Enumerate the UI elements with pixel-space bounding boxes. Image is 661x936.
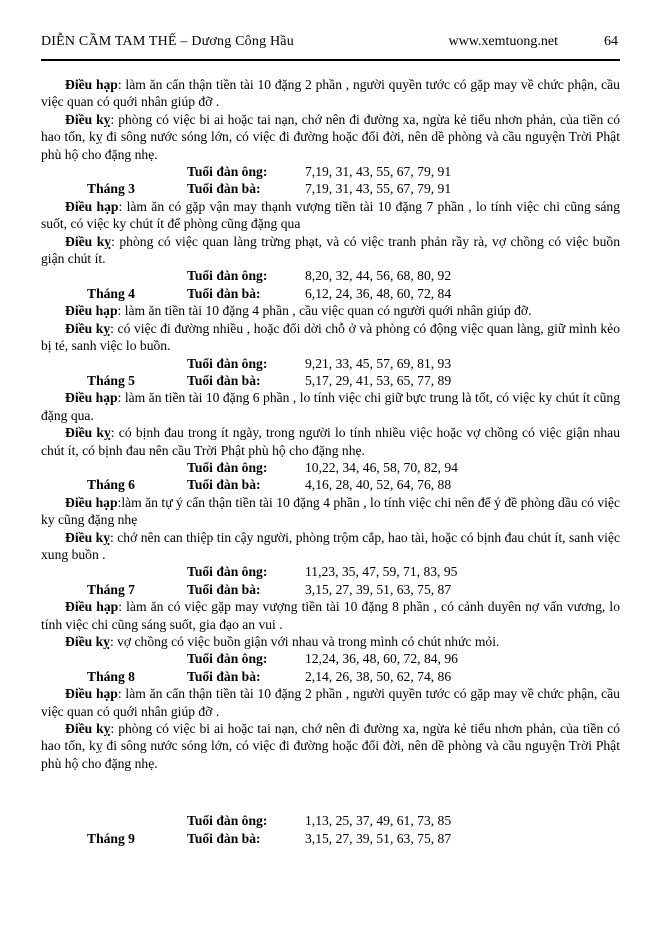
men-ages-label: Tuổi đàn ông: bbox=[187, 355, 268, 371]
ky-paragraph bbox=[41, 424, 620, 459]
men-ages-label: Tuổi đàn ông: bbox=[187, 564, 268, 580]
age-row-women bbox=[41, 830, 620, 847]
women-ages-values: 6,12, 24, 36, 48, 60, 72, 84 bbox=[305, 285, 452, 301]
men-ages-values: 11,23, 35, 47, 59, 71, 83, 95 bbox=[305, 564, 458, 580]
month-label bbox=[41, 459, 187, 476]
ky-label: Điều kỵ bbox=[65, 529, 111, 545]
women-ages-label: Tuổi đàn bà: bbox=[187, 477, 261, 493]
age-row-women bbox=[41, 476, 620, 493]
month-label bbox=[41, 812, 187, 829]
ky-paragraph bbox=[41, 233, 620, 268]
men-ages-values: 9,21, 33, 45, 57, 69, 81, 93 bbox=[305, 355, 452, 371]
hap-paragraph bbox=[41, 494, 620, 529]
page-header bbox=[41, 0, 620, 61]
ky-label: Điều kỵ bbox=[65, 721, 111, 737]
ky-text: : vợ chồng có việc buồn giận với nhau và trong mình có chút nhức mỏi. bbox=[109, 634, 500, 649]
hap-text: : làm ăn cẩn thận tiền tài 10 đặng 2 phần , người quyền tước có gặp may về chức phận, cầu việc quan có quới nhân giúp đỡ . bbox=[41, 686, 620, 719]
month-label: Tháng 9 bbox=[87, 830, 135, 846]
age-row-women bbox=[41, 668, 620, 685]
women-ages-values: 5,17, 29, 41, 53, 65, 77, 89 bbox=[305, 372, 452, 388]
ky-paragraph bbox=[41, 111, 620, 163]
website-url: www.xemtuong.net bbox=[448, 34, 558, 49]
men-ages-label: Tuổi đàn ông: bbox=[187, 164, 268, 180]
ky-label: Điều kỵ bbox=[65, 320, 111, 336]
women-ages-label: Tuổi đàn bà: bbox=[187, 830, 261, 846]
women-ages-label: Tuổi đàn bà: bbox=[187, 581, 261, 597]
page-content bbox=[41, 76, 620, 847]
age-row-women bbox=[41, 372, 620, 389]
men-ages-values: 12,24, 36, 48, 60, 72, 84, 96 bbox=[305, 651, 458, 667]
women-ages-label: Tuổi đàn bà: bbox=[187, 372, 261, 388]
women-ages-values: 7,19, 31, 43, 55, 67, 79, 91 bbox=[305, 181, 452, 197]
women-ages-label: Tuổi đàn bà: bbox=[187, 285, 261, 301]
hap-text: : làm ăn tiền tài 10 đặng 6 phần , lo tính việc chi giữ bực trung là tốt, có việc ky chút ít cũng đặng qua. bbox=[41, 390, 620, 423]
hap-label: Điều hạp bbox=[65, 390, 118, 406]
hap-paragraph bbox=[41, 389, 620, 424]
hap-label: Điều hạp bbox=[65, 599, 119, 615]
hap-label: Điều hạp bbox=[65, 303, 118, 319]
hap-text: : làm ăn có gặp vận may thạnh vượng tiền tài 10 đặng 7 phần , lo tính việc chi cũng sáng suốt, có việc ky chút ít để phòng cũng đặng qua bbox=[41, 198, 620, 232]
ky-label: Điều kỵ bbox=[65, 233, 112, 249]
hap-paragraph bbox=[41, 76, 620, 111]
ky-paragraph bbox=[41, 529, 620, 564]
women-ages-values: 3,15, 27, 39, 51, 63, 75, 87 bbox=[305, 830, 452, 846]
men-ages-label: Tuổi đàn ông: bbox=[187, 459, 268, 475]
ky-paragraph bbox=[41, 320, 620, 355]
month-label: Tháng 7 bbox=[87, 581, 135, 597]
age-row-men bbox=[41, 812, 620, 829]
month-label bbox=[41, 650, 187, 667]
hap-paragraph bbox=[41, 598, 620, 633]
age-row-women bbox=[41, 180, 620, 197]
ky-text: : phòng có việc quan làng trừng phạt, và có việc tranh phản rầy rà, vợ chồng có việc buồn giận chút ít. bbox=[41, 233, 620, 267]
month-label: Tháng 4 bbox=[87, 285, 135, 301]
page-number: 64 bbox=[604, 34, 618, 49]
women-ages-label: Tuổi đàn bà: bbox=[187, 668, 261, 684]
hap-text: : làm ăn cẩn thận tiền tài 10 đặng 2 phần , người quyền tước có gặp may về chức phận, cầu việc quan có quới nhân giúp đỡ . bbox=[41, 77, 620, 110]
ky-label: Điều kỵ bbox=[65, 111, 111, 127]
men-ages-label: Tuổi đàn ông: bbox=[187, 813, 268, 829]
women-ages-values: 2,14, 26, 38, 50, 62, 74, 86 bbox=[305, 668, 452, 684]
month-label: Tháng 6 bbox=[87, 477, 135, 493]
hap-label: Điều hạp bbox=[65, 686, 118, 702]
women-ages-label: Tuổi đàn bà: bbox=[187, 181, 261, 197]
men-ages-values: 10,22, 34, 46, 58, 70, 82, 94 bbox=[305, 459, 458, 475]
ky-paragraph bbox=[41, 633, 620, 650]
age-row-men bbox=[41, 267, 620, 284]
age-row-women bbox=[41, 581, 620, 598]
age-row-men bbox=[41, 163, 620, 180]
ky-text: : phòng có việc bi ai hoặc tai nạn, chớ nên đi đường xa, ngừa kẻ tiểu nhơn phản, của tiền có hao tốn, kỵ đi sông nước sóng lớn, có việc đi đường hoặc đổi đời, nên dề phòng và cầu nguyện Trời Phật phù hộ cho đặng nhẹ. bbox=[41, 721, 620, 771]
hap-text: : làm ăn tiền tài 10 đặng 4 phần , cầu việc quan có người quới nhân giúp đỡ. bbox=[117, 303, 532, 319]
age-row-men bbox=[41, 650, 620, 667]
month-label: Tháng 8 bbox=[87, 668, 135, 684]
hap-text: : làm ăn có việc gặp may vượng tiền tài 10 đặng 8 phần , có cảnh duyên nợ vấn vương, lo tính việc chi cũng sáng suốt, gia đạo an vui . bbox=[41, 599, 620, 632]
hap-label: Điều hạp bbox=[65, 77, 118, 92]
men-ages-values: 7,19, 31, 43, 55, 67, 79, 91 bbox=[305, 164, 452, 180]
ky-text: : phòng có việc bi ai hoặc tai nạn, chớ nên đi đường xa, ngừa kẻ tiểu nhơn phản, của tiền có hao tốn, kỵ đi sông nước sóng lớn, có việc đi đường hoặc đổi đời, nên dề phòng và cầu nguyện Trời Phật phù hộ cho đặng nhẹ. bbox=[41, 111, 620, 162]
hap-paragraph bbox=[41, 198, 620, 233]
age-row-men bbox=[41, 459, 620, 476]
hap-label: Điều hạp bbox=[65, 494, 118, 510]
hap-paragraph bbox=[41, 685, 620, 720]
ky-label: Điều kỵ bbox=[65, 425, 111, 441]
women-ages-values: 3,15, 27, 39, 51, 63, 75, 87 bbox=[305, 581, 452, 597]
month-label bbox=[41, 267, 187, 284]
month-label bbox=[41, 163, 187, 180]
men-ages-values: 1,13, 25, 37, 49, 61, 73, 85 bbox=[305, 813, 452, 829]
men-ages-label: Tuổi đàn ông: bbox=[187, 651, 268, 667]
month-label: Tháng 5 bbox=[87, 372, 135, 388]
book-title: DIỄN CẦM TAM THẾ – Dương Công Hầu bbox=[41, 34, 294, 49]
ky-paragraph bbox=[41, 720, 620, 772]
section-gap bbox=[41, 772, 620, 812]
ky-text: : có việc đi đường nhiều , hoặc đổi dời chỗ ở và phòng có động việc quan làng, giữ mình kẻo bị té, sanh việc lo buồn. bbox=[41, 320, 620, 354]
month-label: Tháng 3 bbox=[87, 181, 135, 197]
month-label bbox=[41, 563, 187, 580]
hap-text: :làm ăn tự ý cẩn thận tiền tài 10 đặng 4 phần , lo tính việc chi nên để ý đề phòng dầu có việc ky cũng đặng nhẹ bbox=[41, 494, 620, 528]
ky-text: : có bịnh đau trong ít ngày, trong người lo tính nhiều việc hoặc vợ chồng có việc giận nhau chút ít, có bịnh đau nên cầu Trời Phật phù hộ cho đặng nhẹ. bbox=[41, 425, 620, 458]
age-row-men bbox=[41, 355, 620, 372]
hap-paragraph bbox=[41, 302, 620, 319]
hap-label: Điều hạp bbox=[65, 198, 119, 214]
ky-label: Điều kỵ bbox=[65, 634, 110, 649]
men-ages-values: 8,20, 32, 44, 56, 68, 80, 92 bbox=[305, 268, 452, 284]
age-row-women bbox=[41, 285, 620, 302]
month-label bbox=[41, 355, 187, 372]
age-row-men bbox=[41, 563, 620, 580]
ky-text: : chớ nên can thiệp tin cậy người, phòng trộm cắp, hao tài, hoặc có bịnh đau chút ít, sanh việc xung buồn . bbox=[41, 529, 620, 562]
men-ages-label: Tuổi đàn ông: bbox=[187, 268, 268, 284]
women-ages-values: 4,16, 28, 40, 52, 64, 76, 88 bbox=[305, 477, 452, 493]
